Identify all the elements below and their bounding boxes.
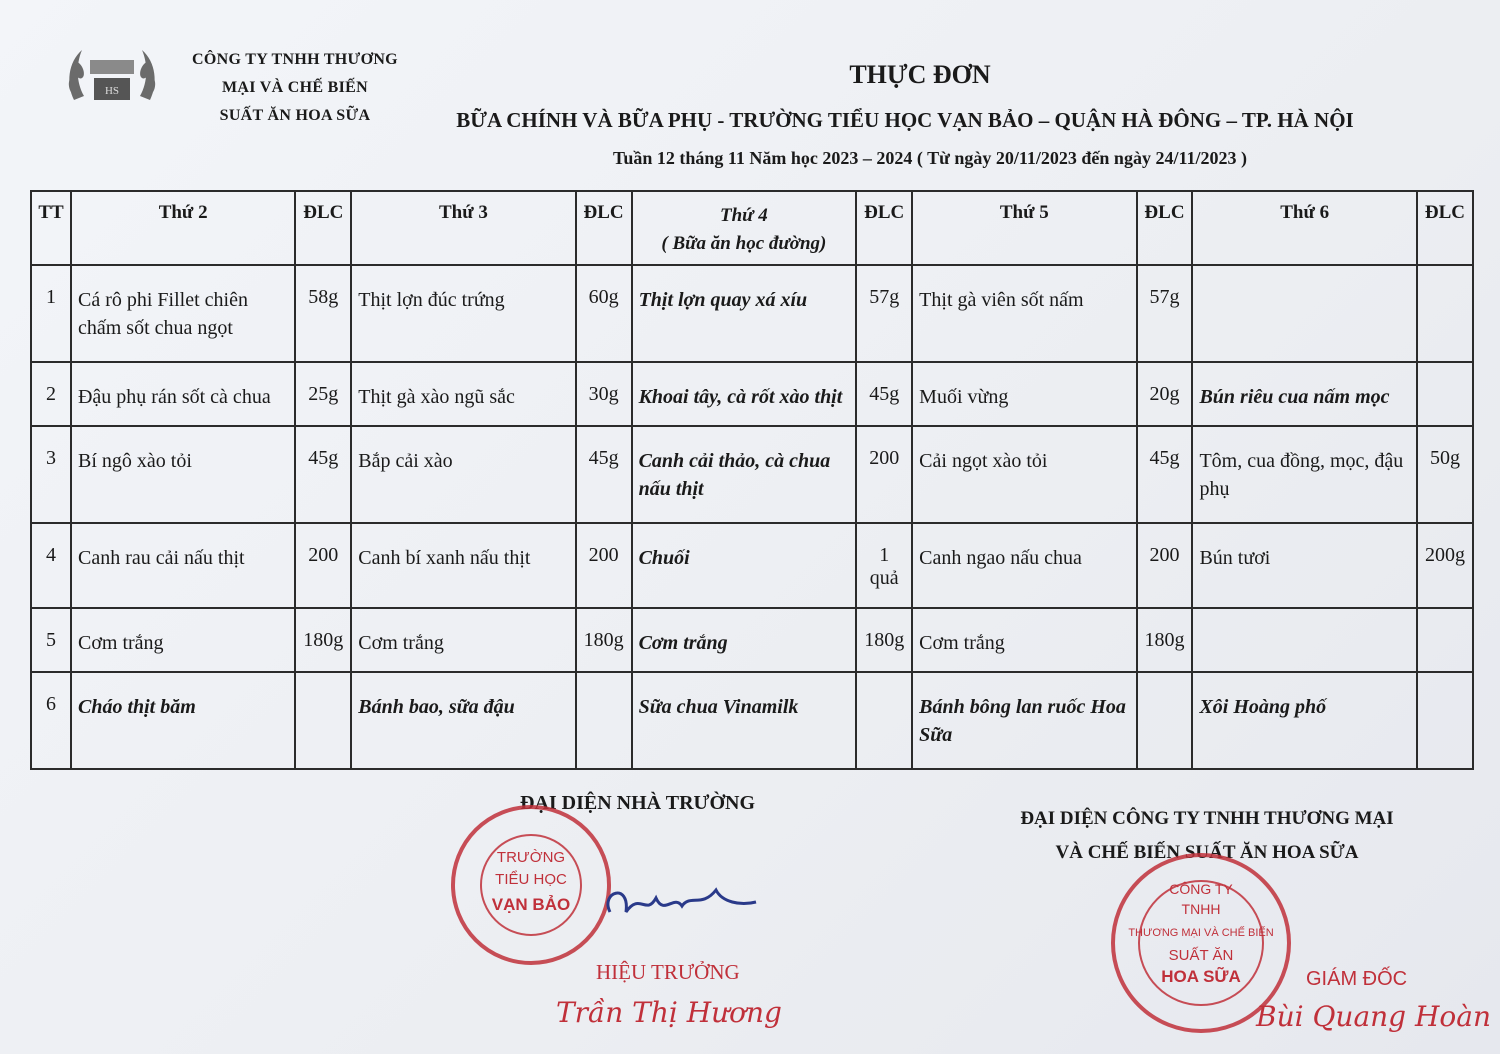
svg-text:CÔNG TY: CÔNG TY <box>1169 881 1233 897</box>
header-day-label: Thứ 4 <box>719 205 768 226</box>
dish-cell: Bánh bông lan ruốc Hoa Sữa <box>912 672 1136 769</box>
company-line: CÔNG TY TNHH THƯƠNG <box>192 51 398 68</box>
page-title: THỰC ĐƠN <box>849 60 991 89</box>
dish-cell: Chuối <box>632 523 857 608</box>
header-day <box>632 191 857 265</box>
table-header-row <box>31 191 1473 265</box>
row-number: 2 <box>31 362 71 426</box>
dish-cell: Bắp cải xào <box>351 426 575 523</box>
header-day: Thứ 6 <box>1192 191 1416 265</box>
table-row <box>31 265 1473 362</box>
dish-cell: Cơm trắng <box>912 608 1136 672</box>
dish-cell: Xôi Hoàng phố <box>1192 672 1416 769</box>
quantity-cell <box>856 672 912 769</box>
quantity-cell <box>1137 672 1193 769</box>
quantity-cell: 200g <box>1417 523 1473 608</box>
dish-cell: Tôm, cua đồng, mọc, đậu phụ <box>1192 426 1416 523</box>
company-line: SUẤT ĂN HOA SỮA <box>219 107 371 124</box>
school-representative-title: ĐẠI DIỆN NHÀ TRƯỜNG <box>520 792 756 814</box>
svg-text:THƯƠNG MẠI VÀ CHẾ BIẾN: THƯƠNG MẠI VÀ CHẾ BIẾN <box>1128 927 1274 939</box>
quantity-cell: 57g <box>1137 265 1193 362</box>
principal-name: Trần Thị Hương <box>556 996 782 1029</box>
row-number: 5 <box>31 608 71 672</box>
table-row <box>31 523 1473 608</box>
quantity-cell: 45g <box>295 426 351 523</box>
quantity-cell: 45g <box>576 426 632 523</box>
table-row <box>31 608 1473 672</box>
menu-table-body <box>31 265 1473 769</box>
quantity-cell: 180g <box>295 608 351 672</box>
table-row <box>31 426 1473 523</box>
svg-text:HOA SỮA: HOA SỮA <box>1161 967 1241 986</box>
quantity-cell <box>295 672 351 769</box>
quantity-cell <box>1417 265 1473 362</box>
principal-role: HIỆU TRƯỞNG <box>596 960 740 984</box>
director-role: GIÁM ĐỐC <box>1306 968 1408 990</box>
svg-text:TIỂU HỌC: TIỂU HỌC <box>495 871 567 888</box>
row-number: 6 <box>31 672 71 769</box>
principal-signature-icon <box>590 872 760 942</box>
dish-cell: Cải ngọt xào tỏi <box>912 426 1136 523</box>
quantity-cell <box>1417 362 1473 426</box>
dish-cell: Canh ngao nấu chua <box>912 523 1136 608</box>
dish-cell: Bí ngô xào tỏi <box>71 426 295 523</box>
page-subtitle: BỮA CHÍNH VÀ BỮA PHỤ - TRƯỜNG TIỂU HỌC VẠN BẢO – QUẬN HÀ ĐÔNG – TP. HÀ NỘI <box>456 108 1354 132</box>
week-range: Tuần 12 tháng 11 Năm học 2023 – 2024 ( Từ ngày 20/11/2023 đến ngày 24/11/2023 ) <box>613 148 1247 168</box>
quantity-cell: 200 <box>856 426 912 523</box>
quantity-cell: 30g <box>576 362 632 426</box>
company-logo-icon <box>64 40 160 112</box>
dish-cell: Cơm trắng <box>632 608 857 672</box>
svg-text:TRƯỜNG: TRƯỜNG <box>496 849 566 866</box>
dish-cell: Cháo thịt băm <box>71 672 295 769</box>
menu-table <box>30 190 1474 770</box>
header-day: Thứ 3 <box>351 191 575 265</box>
table-row <box>31 362 1473 426</box>
header-day-note: ( Bữa ăn học đường) <box>661 233 827 254</box>
quantity-cell: 57g <box>856 265 912 362</box>
dish-cell: Bún tươi <box>1192 523 1416 608</box>
row-number: 4 <box>31 523 71 608</box>
dish-cell: Khoai tây, cà rốt xào thịt <box>632 362 857 426</box>
dish-cell: Cá rô phi Fillet chiên chấm sốt chua ngọt <box>71 265 295 362</box>
dish-cell: Thịt lợn quay xá xíu <box>632 265 857 362</box>
quantity-cell: 200 <box>576 523 632 608</box>
quantity-cell: 45g <box>856 362 912 426</box>
quantity-cell: 50g <box>1417 426 1473 523</box>
quantity-cell: 180g <box>1137 608 1193 672</box>
dish-cell: Thịt gà xào ngũ sắc <box>351 362 575 426</box>
svg-text:TNHH: TNHH <box>1181 901 1221 917</box>
quantity-cell: 25g <box>295 362 351 426</box>
quantity-cell: 200 <box>1137 523 1193 608</box>
dish-cell: Muối vừng <box>912 362 1136 426</box>
quantity-cell: 58g <box>295 265 351 362</box>
dish-cell: Canh cải thảo, cà chua nấu thịt <box>632 426 857 523</box>
header-qty: ĐLC <box>295 191 351 265</box>
svg-text:SUẤT ĂN: SUẤT ĂN <box>1168 947 1234 964</box>
dish-cell: Thịt lợn đúc trứng <box>351 265 575 362</box>
dish-cell: Cơm trắng <box>351 608 575 672</box>
company-name <box>170 46 420 130</box>
quantity-cell: 1 quả <box>856 523 912 608</box>
header-qty: ĐLC <box>1417 191 1473 265</box>
quantity-cell: 180g <box>856 608 912 672</box>
dish-cell: Thịt gà viên sốt nấm <box>912 265 1136 362</box>
dish-cell: Sữa chua Vinamilk <box>632 672 857 769</box>
header-qty: ĐLC <box>576 191 632 265</box>
dish-cell: Canh bí xanh nấu thịt <box>351 523 575 608</box>
dish-cell: Canh rau cải nấu thịt <box>71 523 295 608</box>
header-qty: ĐLC <box>856 191 912 265</box>
header-qty: ĐLC <box>1137 191 1193 265</box>
svg-text:VẠN BẢO: VẠN BẢO <box>491 895 571 914</box>
dish-cell: Đậu phụ rán sốt cà chua <box>71 362 295 426</box>
header-tt: TT <box>31 191 71 265</box>
company-representative-line: ĐẠI DIỆN CÔNG TY TNHH THƯƠNG MẠI <box>1020 808 1394 829</box>
dish-cell <box>1192 608 1416 672</box>
quantity-cell <box>1417 672 1473 769</box>
header-day: Thứ 5 <box>912 191 1136 265</box>
director-name: Bùi Quang Hoàn <box>1256 1000 1492 1033</box>
quantity-cell: 200 <box>295 523 351 608</box>
svg-text:HS: HS <box>104 85 120 97</box>
quantity-cell: 180g <box>576 608 632 672</box>
quantity-cell: 45g <box>1137 426 1193 523</box>
row-number: 1 <box>31 265 71 362</box>
company-line: MẠI VÀ CHẾ BIẾN <box>222 79 368 96</box>
company-representative-line: VÀ CHẾ BIẾN SUẤT ĂN HOA SỮA <box>1055 842 1359 863</box>
row-number: 3 <box>31 426 71 523</box>
dish-cell: Bánh bao, sữa đậu <box>351 672 575 769</box>
quantity-cell <box>576 672 632 769</box>
quantity-cell: 20g <box>1137 362 1193 426</box>
dish-cell: Cơm trắng <box>71 608 295 672</box>
quantity-cell: 60g <box>576 265 632 362</box>
dish-cell: Bún riêu cua nấm mọc <box>1192 362 1416 426</box>
quantity-cell <box>1417 608 1473 672</box>
header-day: Thứ 2 <box>71 191 295 265</box>
dish-cell <box>1192 265 1416 362</box>
table-row <box>31 672 1473 769</box>
